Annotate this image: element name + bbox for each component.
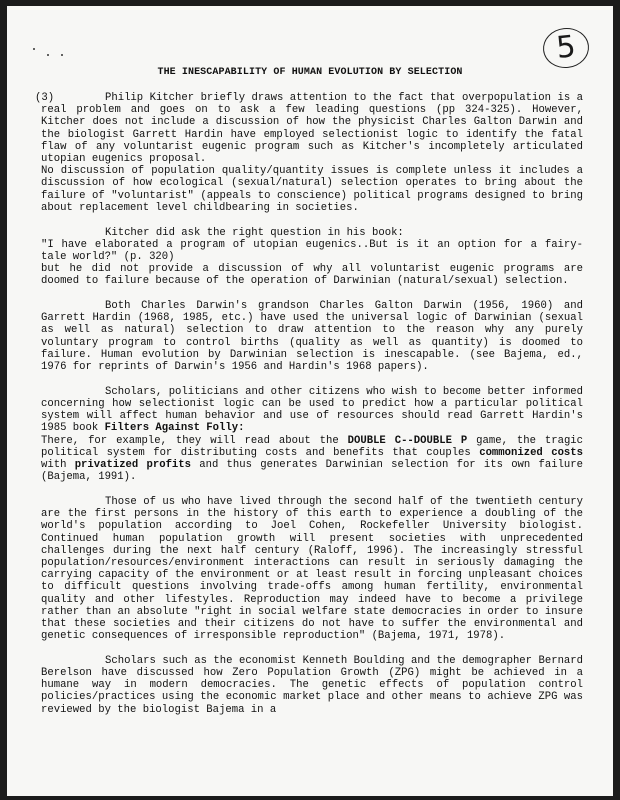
dot [47,54,49,56]
commonized-costs: commonized costs [479,446,584,459]
paragraph-text: No discussion of population quality/quantity issues is complete unless it includes a discussion of how ecological (sexual/natural) selection operates to bring about the failure of "voluntarist" (appeals to conscience) political programs designed to bring about replacement level childbearing in societies. [41,165,583,214]
paragraph-1 [41,92,583,214]
document-title: THE INESCAPABILITY OF HUMAN EVOLUTION BY SELECTION [157,67,463,78]
paragraph-text: and thus generates Darwinian selection for its own failure (Bajema, 1991). [41,458,584,484]
document-page [7,6,613,796]
paragraph-4 [41,386,583,484]
paragraph-text: There, for example, they will read about the [41,434,339,447]
dot [61,54,63,56]
paragraph-5: Those of us who have lived through the second half of the twentieth century are the first persons in the history of this earth to experience a doubling of the world's population according to Joel Cohen, Rockefeller University biologist. Continued human population growth will present societies with unprecedented challenges during the next half century (Raloff, 1996). The increasingly stressful population/resources/environment interactions can result in seriously damaging the carrying capacity of the environment or at least result in forcing unpleasant choices to difficult questions involving trade-offs among human fertility, environmental quality and other lifestyles. Reproduction may indeed have to become a privilege rather than an absolute "right in social welfare state democracies in order to insure that these societies and their citizens do not have to suffer the environmental and genetic consequences of irresponsible reproduction" (Bajema, 1971, 1978). [41,495,583,643]
paragraph-line [41,435,583,484]
paragraph-text: Scholars, politicians and other citizens who wish to become better informed concerning how selectionist logic can be used to predict how a particular political system will affect human behavior and use of resources should read Garrett Hardin's 1985 book [41,385,583,435]
document-body [41,92,583,728]
book-title: Filters Against Folly: [104,422,245,435]
paragraph-6: Scholars such as the economist Kenneth Boulding and the demographer Bernard Berelson have discussed how Zero Population Growth (ZPG) might be achieved in a humane way in modern democracies. The genetic effects of population control policies/practices using the economic market place and other means to achieve ZPG was reviewed by the biologist Bajema in a [41,654,583,716]
paragraph-text: Kitcher did ask the right question in his book: [105,226,404,239]
paragraph-text: but he did not provide a discussion of why all voluntarist eugenic programs are doomed to failure because of the operation of Darwinian (natural/sexual) selection. [41,263,583,288]
paragraph-text: with [41,458,67,471]
handwritten-page-number: 5 [541,26,591,71]
kitcher-quote: "I have elaborated a program of utopian eugenics..But is it an option for a fairy-tale world?" (p. 320) [41,238,583,263]
section-marker: (3) [35,92,55,104]
dot [33,48,35,50]
paragraph-text: Philip Kitcher briefly draws attention to the fact that overpopulation is a real problem and goes on to ask a few leading questions (pp 324-325). However, Kitcher does not include a discussion of how the physicist Charles Galton Darwin and the biologist Garrett Hardin have employed selectionist logic to identify the fatal flaw of any voluntarist eugenic program such as Kitcher's incompletely articulated utopian eugenics proposal. [41,92,583,166]
privatized-profits: privatized profits [74,458,191,471]
game-name: DOUBLE C--DOUBLE P [347,434,468,447]
paragraph-text: game, the tragic political system for distributing costs and benefits that couples [41,434,584,459]
paragraph-3: Both Charles Darwin's grandson Charles Galton Darwin (1956, 1960) and Garrett Hardin (1968, 1985, etc.) have used the universal logic of Darwinian (sexual as well as natural) selection to draw attention to the reason why any purely voluntary program to control births (quality as well as quantity) is doomed to failure. Human evolution by Darwinian selection is inescapable. (see Bajema, ed., 1976 for reprints of Darwin's 1956 and Hardin's 1968 papers). [41,300,583,374]
paragraph-2 [41,227,583,288]
